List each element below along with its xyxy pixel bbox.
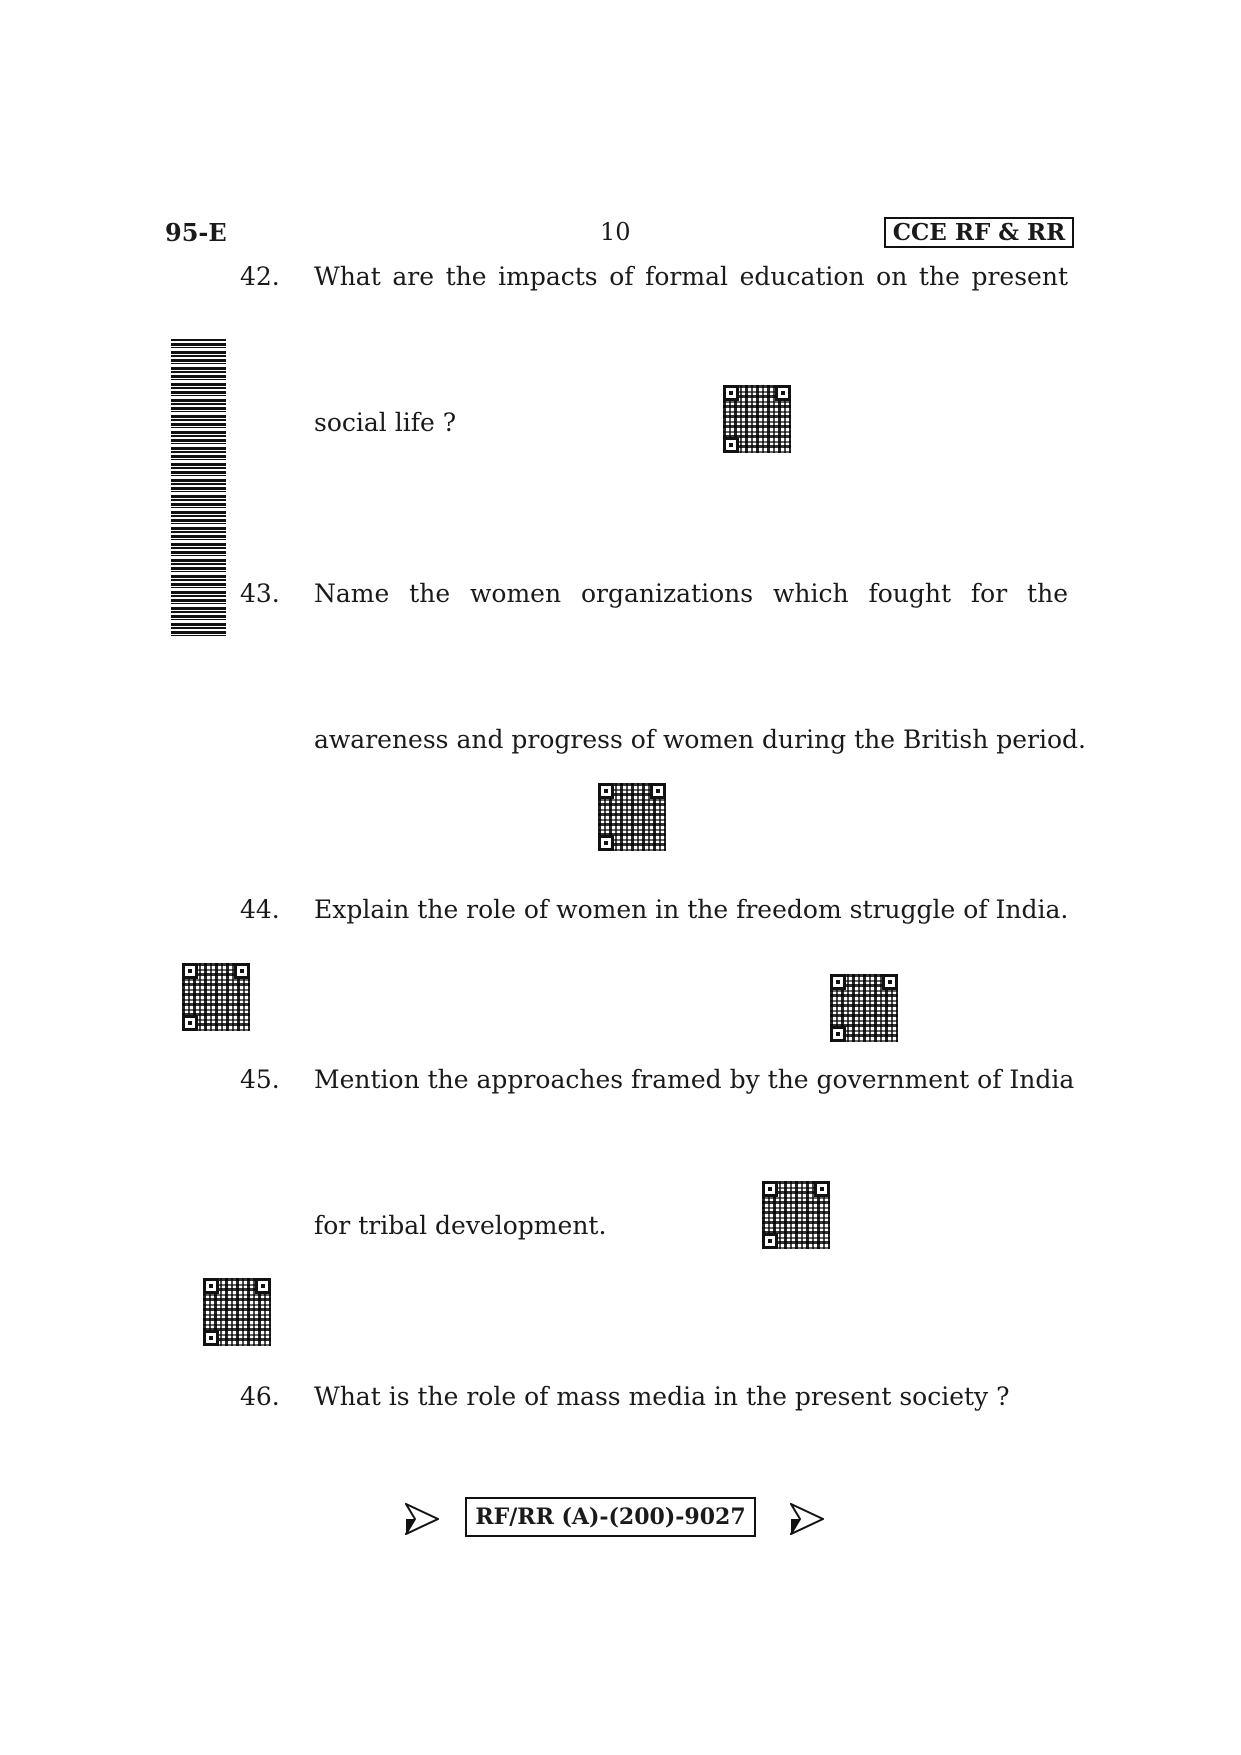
qr-code-icon: [762, 1181, 830, 1249]
question-number-43: 43.: [240, 579, 280, 608]
footer-code-box: [465, 1497, 756, 1537]
question-number-46: 46.: [240, 1382, 280, 1411]
question-42-line1: What are the impacts of formal education on the present: [314, 262, 1068, 291]
paper-code: 95-E: [165, 218, 227, 247]
question-number-45: 45.: [240, 1065, 280, 1094]
question-43-line1: Name the women organizations which fought for the: [314, 579, 1068, 608]
question-number-42: 42.: [240, 262, 280, 291]
qr-code-icon: [598, 783, 666, 851]
qr-code-icon: [203, 1278, 271, 1346]
qr-code-icon: [182, 963, 250, 1031]
qr-code-icon: [830, 974, 898, 1042]
question-43-line2: awareness and progress of women during the British period.: [314, 725, 1086, 754]
question-45-line1: Mention the approaches framed by the government of India: [314, 1065, 1075, 1094]
question-46-line1: What is the role of mass media in the present society ?: [314, 1382, 1010, 1411]
question-number-44: 44.: [240, 895, 280, 924]
exam-code-label: CCE RF & RR: [892, 219, 1066, 246]
barcode-icon: [171, 339, 226, 639]
page-number: 10: [600, 218, 631, 246]
qr-code-icon: [723, 385, 791, 453]
arrow-right-icon: [790, 1503, 824, 1535]
footer-code-label: RF/RR (A)-(200)-9027: [475, 1504, 746, 1530]
exam-code-box: [884, 217, 1074, 248]
question-45-line2: for tribal development.: [314, 1211, 607, 1240]
question-44-line1: Explain the role of women in the freedom struggle of India.: [314, 895, 1069, 924]
arrow-right-icon: [405, 1503, 439, 1535]
question-42-line2: social life ?: [314, 408, 457, 437]
